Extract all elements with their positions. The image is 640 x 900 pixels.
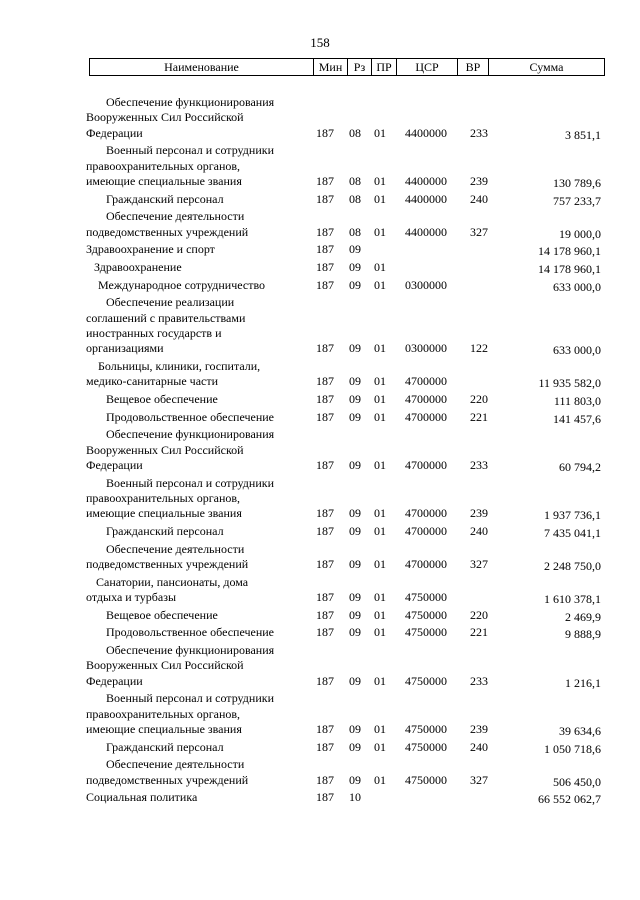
row-pr: 01 — [374, 191, 386, 206]
row-name — [86, 427, 308, 473]
row-name-line: Обеспечение реализации — [106, 295, 235, 310]
row-name-line: Обеспечение функционирования — [106, 642, 275, 657]
row-rz: 09 — [349, 721, 361, 736]
row-min: 187 — [316, 409, 334, 424]
row-name-line: Вещевое обеспечение — [106, 607, 218, 622]
row-pr: 01 — [374, 721, 386, 736]
row-name-line: правоохранительных органов, — [86, 491, 241, 505]
row-vr: 240 — [470, 191, 488, 206]
row-csr: 4400000 — [405, 125, 447, 140]
row-sum: 19 000,0 — [559, 226, 601, 241]
row-name-line: подведомственных учреждений — [86, 557, 249, 571]
row-name-line: Военный персонал и сотрудники — [106, 691, 274, 706]
row-csr: 4700000 — [405, 457, 447, 472]
row-vr: 327 — [470, 556, 488, 571]
row-min: 187 — [316, 739, 334, 754]
row-name-line: Обеспечение функционирования — [106, 95, 275, 109]
row-min: 187 — [316, 341, 334, 356]
row-vr: 239 — [470, 174, 488, 189]
row-sum: 111 803,0 — [553, 394, 601, 408]
row-name-line: правоохранительных органов, — [86, 158, 241, 173]
row-name-line: имеющие специальные звания — [86, 174, 242, 189]
row-csr: 4700000 — [405, 556, 447, 571]
row-name-line: Социальная политика — [86, 790, 198, 805]
row-vr: 220 — [470, 392, 488, 406]
row-min: 187 — [316, 790, 334, 805]
row-csr: 4400000 — [405, 224, 447, 239]
row-name-line: Военный персонал и сотрудники — [106, 143, 274, 158]
row-csr: 4750000 — [405, 607, 447, 622]
row-rz: 09 — [349, 392, 361, 406]
row-sum: 14 178 960,1 — [538, 262, 601, 276]
row-pr: 01 — [374, 457, 386, 472]
row-vr: 233 — [470, 125, 488, 140]
row-rz: 08 — [349, 191, 361, 206]
row-min: 187 — [316, 174, 334, 189]
row-name-line: Вооруженных Сил Российской — [86, 442, 244, 457]
row-pr: 01 — [374, 174, 386, 189]
row-csr: 0300000 — [405, 277, 447, 292]
row-name — [86, 476, 308, 522]
row-min: 187 — [316, 607, 334, 622]
header-vr: ВР — [465, 60, 481, 74]
row-name-line: правоохранительных органов, — [86, 706, 241, 721]
row-csr: 4400000 — [405, 191, 447, 206]
row-pr: 01 — [374, 125, 386, 140]
row-name-line: Федерации — [86, 673, 143, 688]
row-pr: 01 — [374, 607, 386, 622]
row-vr: 239 — [470, 506, 488, 521]
row-csr: 4700000 — [405, 374, 447, 389]
row-rz: 09 — [349, 739, 361, 754]
row-name — [86, 260, 308, 275]
row-sum: 14 178 960,1 — [538, 244, 601, 259]
row-sum: 1 216,1 — [565, 675, 601, 690]
row-name-line: Гражданский персонал — [106, 191, 224, 206]
row-name — [86, 143, 308, 189]
row-name — [86, 392, 308, 407]
row-name-line: Федерации — [86, 125, 143, 140]
row-csr: 4750000 — [405, 739, 447, 754]
row-sum: 9 888,9 — [565, 627, 601, 642]
row-name-line: Вещевое обеспечение — [106, 392, 218, 406]
row-sum: 39 634,6 — [559, 723, 601, 738]
row-sum: 1 050 718,6 — [544, 741, 601, 756]
row-pr: 01 — [374, 589, 386, 604]
row-name — [86, 278, 308, 293]
row-vr: 233 — [470, 673, 488, 688]
row-min: 187 — [316, 260, 334, 274]
row-rz: 09 — [349, 409, 361, 424]
row-sum: 60 794,2 — [559, 459, 601, 474]
row-min: 187 — [316, 191, 334, 206]
row-rz: 09 — [349, 457, 361, 472]
row-min: 187 — [316, 524, 334, 538]
row-name — [86, 691, 308, 737]
row-name — [86, 643, 308, 689]
row-rz: 09 — [349, 374, 361, 389]
row-name — [86, 410, 308, 425]
row-pr: 01 — [374, 277, 386, 292]
row-name-line: соглашений с правительствами — [86, 310, 246, 325]
row-rz: 09 — [349, 589, 361, 604]
row-name-line: Обеспечение деятельности — [106, 209, 245, 224]
row-name-line: подведомственных учреждений — [86, 772, 249, 787]
row-min: 187 — [316, 224, 334, 239]
row-name-line: Международное сотрудничество — [98, 277, 266, 292]
row-pr: 01 — [374, 374, 386, 389]
row-min: 187 — [316, 625, 334, 640]
row-min: 187 — [316, 242, 334, 257]
row-csr: 0300000 — [405, 341, 447, 356]
row-name — [86, 608, 308, 623]
row-sum: 506 450,0 — [553, 774, 601, 789]
row-csr: 4400000 — [405, 174, 447, 189]
row-name-line: Военный персонал и сотрудники — [106, 475, 274, 490]
row-pr: 01 — [374, 409, 386, 424]
row-name — [86, 95, 308, 141]
row-rz: 09 — [349, 277, 361, 292]
row-name — [86, 757, 308, 788]
row-name — [86, 524, 308, 539]
row-sum: 2 469,9 — [565, 609, 601, 624]
row-name-line: Вооруженных Сил Российской — [86, 110, 244, 125]
row-pr: 01 — [374, 224, 386, 239]
row-name-line: Обеспечение функционирования — [106, 427, 275, 442]
row-sum: 11 935 582,0 — [538, 376, 601, 391]
header-csr: ЦСР — [415, 60, 439, 74]
row-min: 187 — [316, 556, 334, 571]
row-sum: 66 552 062,7 — [538, 792, 601, 807]
row-name — [86, 209, 308, 240]
row-min: 187 — [316, 589, 334, 604]
row-name-line: Гражданский персонал — [106, 524, 224, 538]
row-name-line: имеющие специальные звания — [86, 722, 242, 736]
row-name-line: Здравоохранение и спорт — [86, 242, 215, 257]
row-name-line: Федерации — [86, 458, 143, 472]
row-csr: 4700000 — [405, 392, 447, 406]
row-min: 187 — [316, 673, 334, 688]
row-rz: 09 — [349, 625, 361, 640]
row-name-line: организациями — [86, 341, 164, 356]
row-csr: 4700000 — [405, 409, 447, 424]
header-name: Наименование — [164, 60, 239, 74]
row-name — [86, 790, 308, 805]
row-pr: 01 — [374, 341, 386, 356]
row-rz: 09 — [349, 260, 361, 274]
row-name-line: Больницы, клиники, госпитали, — [98, 359, 261, 373]
row-min: 187 — [316, 721, 334, 736]
row-name — [86, 242, 308, 257]
row-csr: 4750000 — [405, 721, 447, 736]
row-name — [86, 192, 308, 207]
row-sum: 1 937 736,1 — [544, 508, 601, 523]
row-name — [86, 740, 308, 755]
row-rz: 09 — [349, 506, 361, 521]
row-rz: 09 — [349, 556, 361, 571]
row-name-line: иностранных государств и — [86, 326, 222, 340]
row-vr: 233 — [470, 457, 488, 472]
row-rz: 09 — [349, 607, 361, 622]
row-pr: 01 — [374, 260, 386, 274]
row-name — [86, 575, 308, 606]
row-pr: 01 — [374, 524, 386, 538]
row-sum: 3 851,1 — [565, 127, 601, 142]
row-rz: 09 — [349, 341, 361, 356]
row-rz: 09 — [349, 242, 361, 257]
row-sum: 141 457,6 — [553, 411, 601, 426]
row-min: 187 — [316, 772, 334, 787]
row-csr: 4700000 — [405, 524, 447, 538]
row-pr: 01 — [374, 556, 386, 571]
row-name-line: Обеспечение деятельности — [106, 541, 245, 556]
row-name-line: Продовольственное обеспечение — [106, 625, 274, 640]
row-sum: 633 000,0 — [553, 279, 601, 294]
row-pr: 01 — [374, 392, 386, 406]
row-name — [86, 295, 308, 357]
row-csr: 4750000 — [405, 625, 447, 640]
row-name-line: Вооруженных Сил Российской — [86, 658, 244, 673]
row-rz: 08 — [349, 224, 361, 239]
row-pr: 01 — [374, 673, 386, 688]
row-name-line: Обеспечение деятельности — [106, 757, 245, 772]
row-pr: 01 — [374, 625, 386, 640]
row-sum: 1 610 378,1 — [544, 591, 601, 606]
row-name-line: Гражданский персонал — [106, 739, 224, 754]
row-sum: 757 233,7 — [553, 193, 601, 208]
row-rz: 08 — [349, 125, 361, 140]
row-rz: 09 — [349, 673, 361, 688]
row-name-line: имеющие специальные звания — [86, 506, 242, 521]
row-sum: 2 248 750,0 — [544, 558, 601, 573]
row-vr: 327 — [470, 224, 488, 239]
row-csr: 4750000 — [405, 589, 447, 604]
row-pr: 01 — [374, 772, 386, 787]
row-pr: 01 — [374, 739, 386, 754]
row-name — [86, 625, 308, 640]
row-vr: 239 — [470, 721, 488, 736]
row-name — [86, 542, 308, 573]
header-min: Мин — [318, 60, 343, 74]
row-vr: 220 — [470, 607, 488, 622]
row-rz: 08 — [349, 174, 361, 189]
row-rz: 09 — [349, 772, 361, 787]
row-csr: 4750000 — [405, 772, 447, 787]
row-vr: 240 — [470, 739, 488, 754]
row-pr: 01 — [374, 506, 386, 521]
row-vr: 221 — [470, 625, 488, 640]
row-min: 187 — [316, 125, 334, 140]
row-rz: 10 — [349, 790, 361, 805]
row-name-line: Санатории, пансионаты, дома — [96, 574, 249, 589]
row-vr: 240 — [470, 524, 488, 538]
header-rz: Рз — [353, 60, 366, 74]
row-name-line: медико-санитарные части — [86, 374, 219, 389]
row-name-line: Продовольственное обеспечение — [106, 409, 274, 424]
row-sum: 633 000,0 — [553, 343, 601, 358]
row-csr: 4750000 — [405, 673, 447, 688]
row-min: 187 — [316, 277, 334, 292]
row-name-line: подведомственных учреждений — [86, 224, 249, 239]
row-csr: 4700000 — [405, 506, 447, 521]
row-min: 187 — [316, 392, 334, 406]
row-sum: 130 789,6 — [553, 176, 601, 191]
row-min: 187 — [316, 457, 334, 472]
header-sum: Сумма — [529, 60, 564, 74]
row-vr: 122 — [470, 341, 488, 356]
row-sum: 7 435 041,1 — [544, 526, 601, 540]
row-name-line: Здравоохранение — [94, 260, 182, 274]
header-pr: ПР — [376, 60, 392, 74]
row-name-line: отдыха и турбазы — [86, 590, 177, 604]
row-vr: 221 — [470, 409, 488, 424]
page-number: 158 — [310, 35, 330, 50]
row-min: 187 — [316, 374, 334, 389]
row-vr: 327 — [470, 772, 488, 787]
row-min: 187 — [316, 506, 334, 521]
row-rz: 09 — [349, 524, 361, 538]
row-name — [86, 359, 308, 390]
